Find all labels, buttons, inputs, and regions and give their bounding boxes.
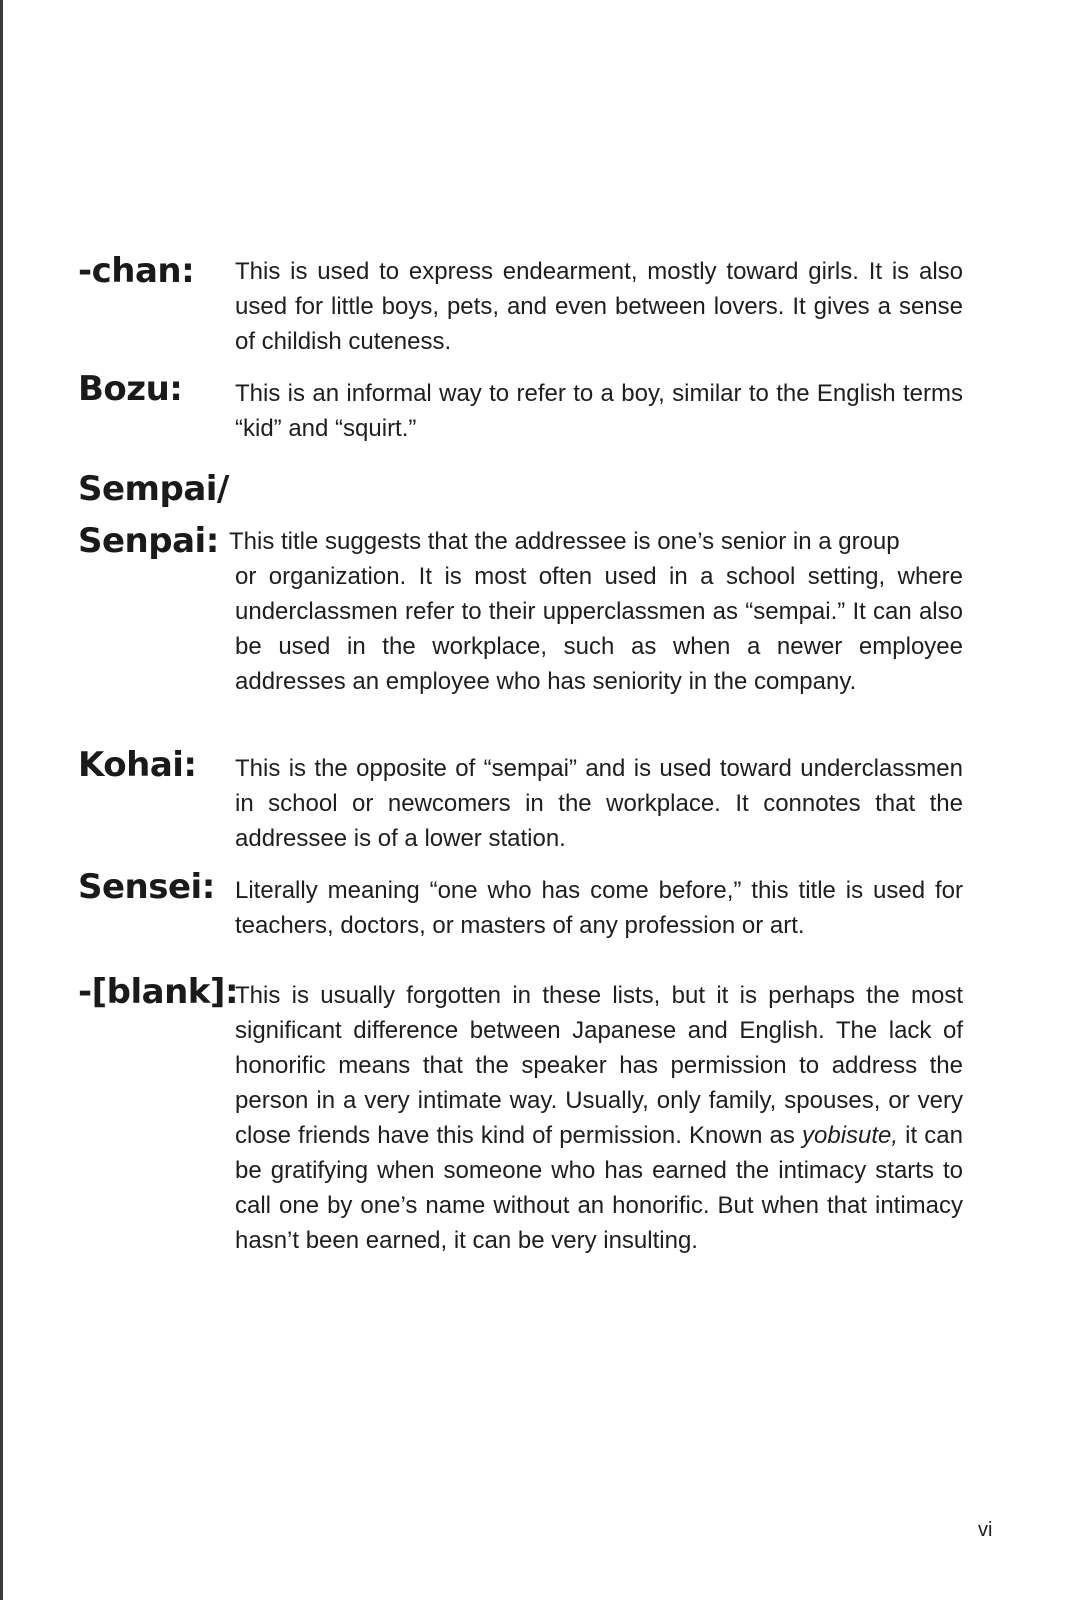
definition-sensei: Literally meaning “one who has come before,” this title is used for teachers, doctors, or masters of any profession or art. <box>235 877 963 939</box>
definition-kohai: This is the opposite of “sempai” and is used toward underclassmen in school or newcomers in the workplace. It connotes that the addressee is of a lower station. <box>235 755 963 852</box>
definition-senpai: or organization. It is most often used in a school setting, where underclassmen refer to their upperclassmen as “sempai.” It can also be used in the workplace, such as when a newer employee addresses an employee who has seniority in the company. <box>235 563 963 695</box>
term-sensei: Sensei: <box>78 867 215 907</box>
term-sempai: Sempai/ <box>78 469 229 509</box>
term-blank: -[blank]: <box>78 972 239 1012</box>
page-number: vi <box>978 1519 993 1541</box>
definition-bozu: This is an informal way to refer to a boy, similar to the English terms “kid” and “squirt.” <box>235 380 963 442</box>
term-chan: -chan: <box>78 251 195 291</box>
definition-blank-part2: it can be gratifying when someone who has earned the intimacy starts to call one by one’s name without an honorific. But when that intimacy hasn’t been earned, it can be very insulting. <box>235 1122 963 1254</box>
definition-senpai-first-line: This title suggests that the addressee is one’s senior in a group <box>229 528 900 555</box>
term-bozu: Bozu: <box>78 369 183 409</box>
definition-blank-italic-term: yobisute, <box>802 1122 899 1149</box>
term-senpai: Senpai: <box>78 521 219 561</box>
definition-blank-part1: This is usually forgotten in these lists, but it is perhaps the most significant difference between Japanese and English. The lack of honorific means that the speaker has permission to address the person in a very intimate way. Usually, only family, spouses, or very close friends have this kind of permission. Known as <box>235 982 963 1149</box>
definition-blank <box>235 978 963 1258</box>
definition-chan: This is used to express endearment, mostly toward girls. It is also used for little boys, pets, and even between lovers. It gives a sense of childish cuteness. <box>235 258 963 355</box>
page-edge-rule <box>0 0 3 1600</box>
term-kohai: Kohai: <box>78 745 197 785</box>
